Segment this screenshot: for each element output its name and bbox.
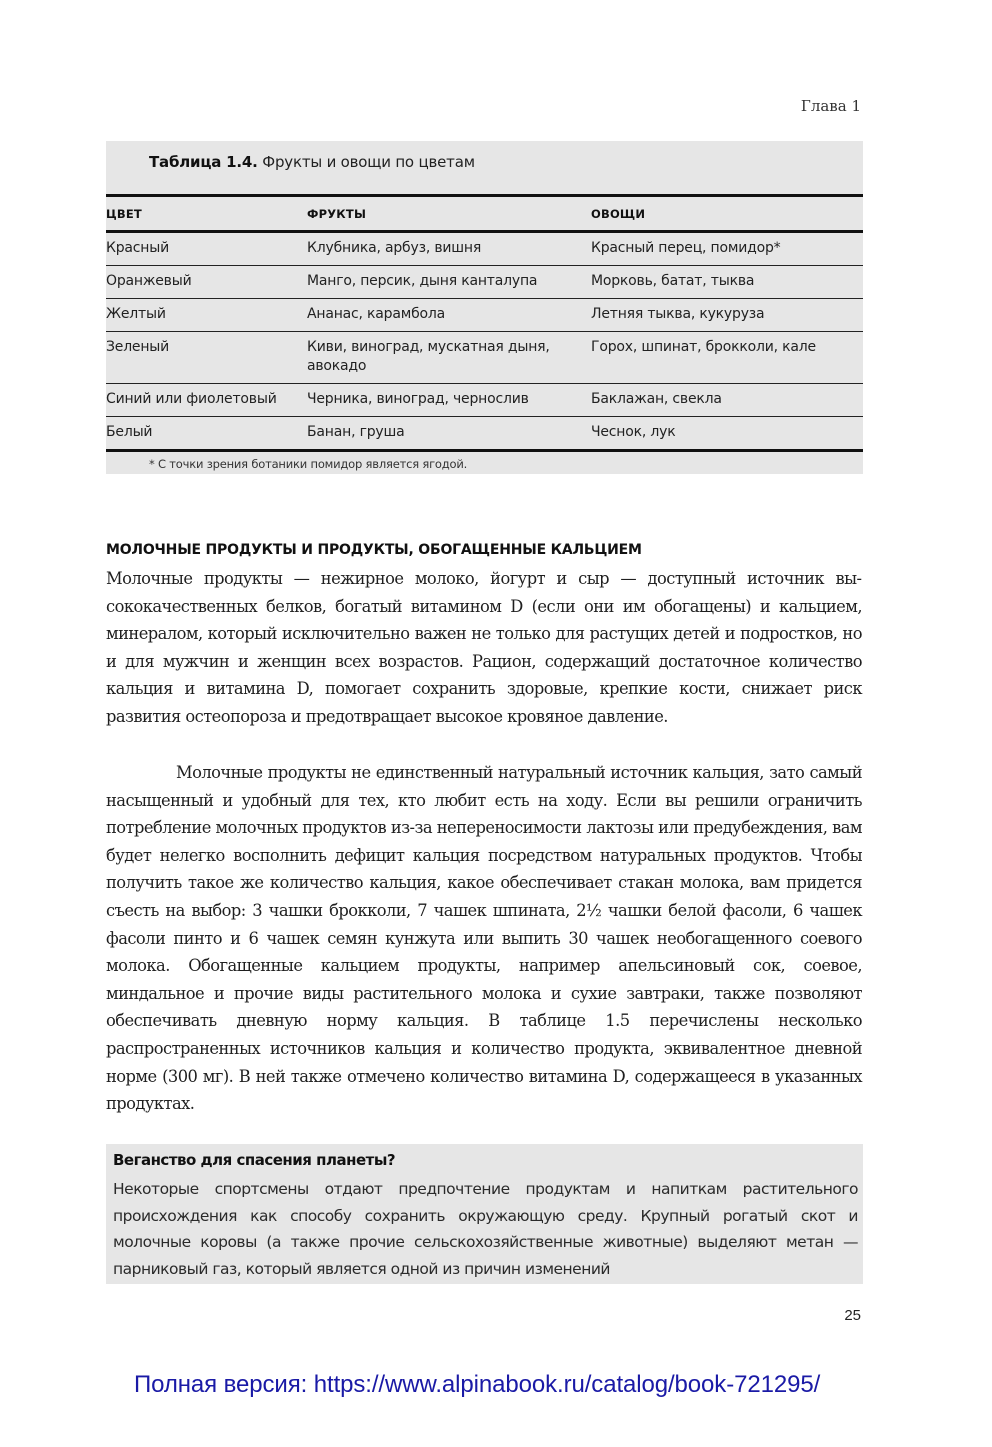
table-caption (149, 153, 475, 171)
cell-vegetables: Красный перец, помидор* (591, 232, 863, 266)
column-header-vegetables: ОВОЩИ (591, 196, 863, 232)
cell-color: Желтый (106, 299, 307, 332)
fruits-vegetables-table-block (106, 141, 863, 474)
cell-fruits: Клубника, арбуз, вишня (307, 232, 591, 266)
page-number: 25 (844, 1307, 861, 1324)
cell-fruits: Манго, персик, дыня канталупа (307, 266, 591, 299)
cell-color: Синий или фиолетовый (106, 384, 307, 417)
cell-vegetables: Баклажан, свекла (591, 384, 863, 417)
cell-vegetables: Летняя тыква, кукуруза (591, 299, 863, 332)
sidebar-box (106, 1144, 863, 1284)
table-row (106, 299, 863, 332)
table-row (106, 384, 863, 417)
table-footnote: * С точки зрения ботаники помидор является ягодой. (149, 457, 468, 471)
table-row (106, 232, 863, 266)
cell-vegetables: Чеснок, лук (591, 417, 863, 451)
cell-fruits: Банан, груша (307, 417, 591, 451)
body-paragraph: Молочные продукты не единственный натуральный источник кальция, зато самый насыщенный и удобный для тех, кто любит есть на ходу. Если вы решили ограничить потребление молочных продуктов из-за непереносимости лактозы или предубеждения, вам будет нелегко восполнить дефицит кальция посредством натуральных продуктов. Чтобы получить такое же количество кальция, какое обеспечивает стакан молока, вам придется съесть на выбор: 3 чашки брокколи, 7 чашек шпината, 2½ чашки белой фасоли, 6 чашек фасоли пинто и 6 чашек семян кунжута или выпить 30 чашек необогащенного соевого молока. Обогащенные кальцием продукты, например апельсиновый сок, соевое, миндальное и прочие виды растительного молока и сухие завтраки, также позволяют обеспечивать дневную норму кальция. В таблице 1.5 перечислены несколько распространенных источников кальция и количество продукта, эквивалентное дневной норме (300 мг). В ней также отмечено количество витамина D, содержащееся в указанных продуктах. (106, 763, 862, 1114)
sidebar-text: Некоторые спортсмены отдают предпочтение продуктам и напиткам растительного происхождения как способу сохранить окружающую среду. Крупный рогатый скот и молочные коровы (а также прочие сельскохозяйственные животные) выделяют метан — парниковый газ, который является одной из причин изменений (113, 1180, 858, 1278)
body-paragraph: Молочные продукты — нежирное молоко, йогурт и сыр — доступный источник высококачественных белков, богатый витамином D (если они им обогащены) и кальцием, минералом, который исключительно важен не только для растущих детей и подростков, но и для мужчин и женщин всех возрастов. Рацион, содержащий достаточное количество кальция и витамина D, помогает сохранить здоровые, крепкие кости, снижает риск развития остеопороза и предотвращает высокое кровяное давление. (106, 569, 862, 726)
column-header-fruits: ФРУКТЫ (307, 196, 591, 232)
cell-vegetables: Морковь, батат, тыква (591, 266, 863, 299)
table-caption-number: Таблица 1.4. (149, 153, 258, 171)
section-heading: МОЛОЧНЫЕ ПРОДУКТЫ И ПРОДУКТЫ, ОБОГАЩЕННЫЕ КАЛЬЦИЕМ (106, 542, 642, 558)
table-header-row (106, 196, 863, 232)
cell-fruits: Киви, виноград, мускатная дыня, авокадо (307, 332, 591, 384)
running-head: Глава 1 (800, 97, 861, 115)
table-row (106, 266, 863, 299)
table-row (106, 332, 863, 384)
cell-color: Зеленый (106, 332, 307, 384)
cell-fruits: Ананас, карамбола (307, 299, 591, 332)
cell-vegetables: Горох, шпинат, брокколи, кале (591, 332, 863, 384)
full-version-link[interactable]: Полная версия: https://www.alpinabook.ru/catalog/book-721295/ (134, 1371, 821, 1398)
column-header-color: ЦВЕТ (106, 196, 307, 232)
cell-color: Оранжевый (106, 266, 307, 299)
table-row (106, 417, 863, 451)
sidebar-title: Веганство для спасения планеты? (113, 1151, 396, 1169)
color-table (106, 194, 863, 452)
cell-color: Красный (106, 232, 307, 266)
table-caption-title: Фрукты и овощи по цветам (262, 153, 475, 171)
cell-color: Белый (106, 417, 307, 451)
cell-fruits: Черника, виноград, чернослив (307, 384, 591, 417)
